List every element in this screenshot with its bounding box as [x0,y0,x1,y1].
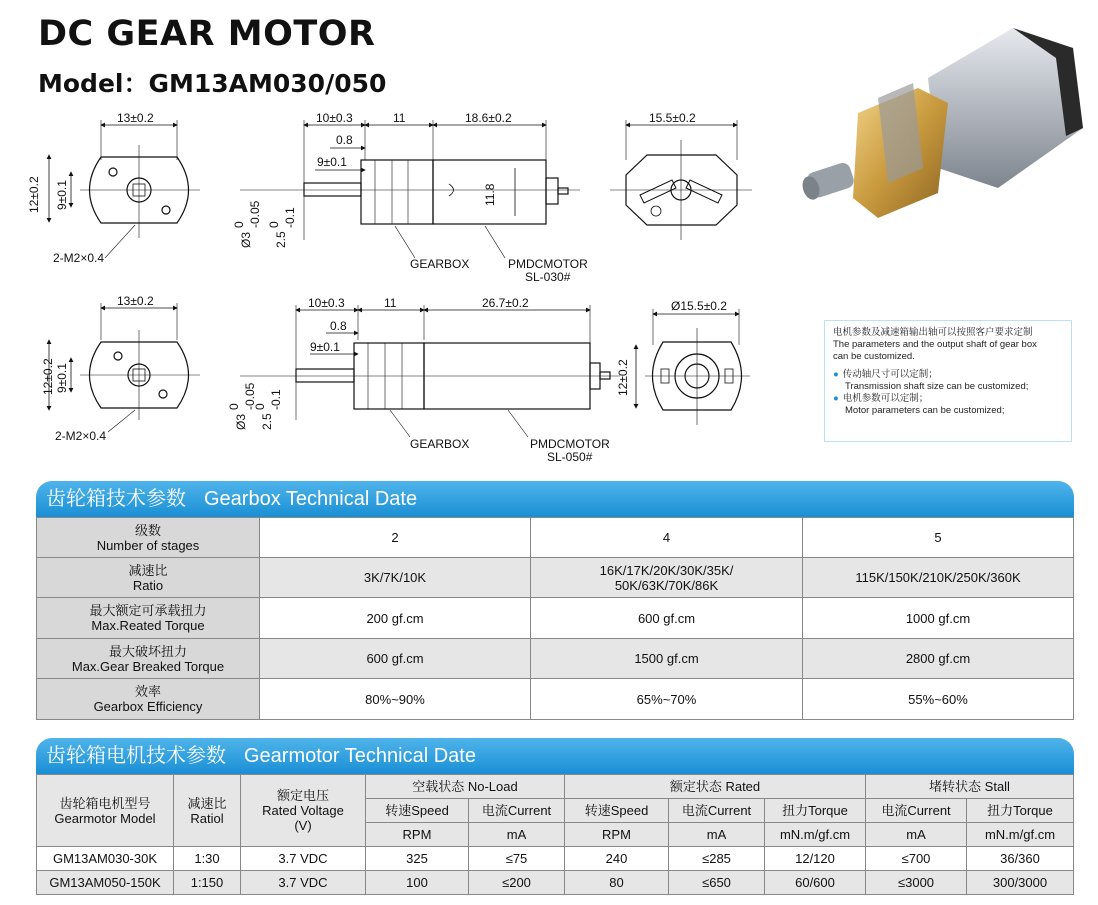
svg-text:Ø15.5±0.2: Ø15.5±0.2 [671,299,727,313]
customization-note [824,320,1072,442]
table-row: GM13AM050-150K 1:150 3.7 VDC 100 ≤200 80 ≤650 60/600 ≤3000 300/3000 [37,871,1074,895]
note-item2-cn: 电机参数可以定制； [842,393,929,404]
product-photo [798,18,1093,233]
svg-text:2.5: 2.5 [260,413,274,430]
note-item1-en: Transmission shaft size can be customized; [845,381,1029,392]
svg-text:PMDCMOTOR: PMDCMOTOR [508,257,588,271]
svg-text:13±0.2: 13±0.2 [117,294,154,308]
gearmotor-table: 齿轮箱电机型号 Gearmotor Model 减速比 Ratiol 额定电压 Rated Voltage (V) 空载状态 No-Load 额定状态 Rated 堵转状态 Stall 转速Speed 电流Current 转速Speed 电流Current 扭力Torque 电流Current 扭力Torque RPM mA RPM mA mN.m/gf.cm mA mN.m/gf.cm GM13AM030-30K 1:30 3.7 VDC 325 ≤75 240 ≤285 12/120 ≤700 36/360 GM13AM050-150K 1:150 3.7 VDC 100 ≤200 80 ≤650 60/600 ≤3000 300/3000 [36,774,1074,895]
svg-text:0: 0 [227,403,241,410]
svg-text:-0.05: -0.05 [243,382,257,410]
svg-text:2.5: 2.5 [274,231,288,248]
svg-text:-0.05: -0.05 [248,200,262,228]
svg-text:2-M2×0.4: 2-M2×0.4 [55,429,107,443]
technical-drawings [0,0,800,480]
table-row: GM13AM030-30K 1:30 3.7 VDC 325 ≤75 240 ≤285 12/120 ≤700 36/360 [37,847,1074,871]
svg-text:15.5±0.2: 15.5±0.2 [649,111,696,125]
svg-text:11: 11 [384,296,397,310]
bullet-icon: ● [833,369,839,380]
svg-text:Ø3: Ø3 [239,231,253,248]
svg-text:0: 0 [232,221,246,228]
svg-text:0.8: 0.8 [336,133,353,147]
svg-text:-0.1: -0.1 [283,207,297,228]
svg-text:SL-050#: SL-050# [547,450,593,464]
svg-text:9±0.1: 9±0.1 [310,340,340,354]
svg-text:9±0.1: 9±0.1 [55,180,69,210]
svg-text:12±0.2: 12±0.2 [616,359,630,396]
svg-text:GEARBOX: GEARBOX [410,437,470,451]
svg-text:26.7±0.2: 26.7±0.2 [482,296,529,310]
svg-text:10±0.3: 10±0.3 [316,111,353,125]
svg-text:PMDCMOTOR: PMDCMOTOR [530,437,610,451]
model-number: Model：GM13AM030/050 [38,69,387,98]
svg-text:18.6±0.2: 18.6±0.2 [465,111,512,125]
svg-text:2-M2×0.4: 2-M2×0.4 [53,251,105,265]
svg-text:10±0.3: 10±0.3 [308,296,345,310]
note-item1-cn: 传动轴尺寸可以定制； [842,369,938,380]
bullet-icon: ● [833,393,839,404]
svg-text:GEARBOX: GEARBOX [410,257,470,271]
svg-text:Ø3: Ø3 [234,413,248,430]
gearmotor-section-header: 齿轮箱电机技术参数 Gearmotor Technical Date [36,738,1074,774]
note-en-head-2: can be customized. [833,351,915,362]
gearbox-table: 级数 Number of stages 2 4 5 减速比 Ratio 3K/7K/10K 16K/17K/20K/30K/35K/ 50K/63K/70K/86K 115K/150K/210K/250K/360K 最大额定可承载扭力 Max.Reated Torque 200 gf.cm 600 gf.cm 1000 gf.cm 最大破坏扭力 Max.Gear Breaked Torque 600 gf.cm 1500 gf.cm 2800 gf.cm 效率 Gearbox Efficiency 80%~90% 65%~70% 55%~60% [36,517,1074,720]
svg-text:9±0.1: 9±0.1 [317,155,347,169]
svg-text:12±0.2: 12±0.2 [27,176,41,213]
svg-text:0: 0 [267,221,281,228]
page-title: DC GEAR MOTOR [38,14,376,54]
note-item2-en: Motor parameters can be customized; [845,405,1005,416]
svg-text:9±0.1: 9±0.1 [55,363,69,393]
svg-text:-0.1: -0.1 [269,389,283,410]
dim-front-width: 13±0.2 [117,111,154,125]
gearbox-section-header: 齿轮箱技术参数 Gearbox Technical Date [36,481,1074,517]
note-en-head-1: The parameters and the output shaft of gear box [833,339,1037,350]
svg-text:0.8: 0.8 [330,319,347,333]
svg-text:12±0.2: 12±0.2 [41,358,55,395]
svg-text:11: 11 [393,111,406,125]
svg-text:0: 0 [253,403,267,410]
svg-text:11.8: 11.8 [483,183,497,206]
note-cn-head: 电机参数及减速箱输出轴可以按照客户要求定制 [833,327,1033,338]
svg-text:SL-030#: SL-030# [525,270,571,284]
